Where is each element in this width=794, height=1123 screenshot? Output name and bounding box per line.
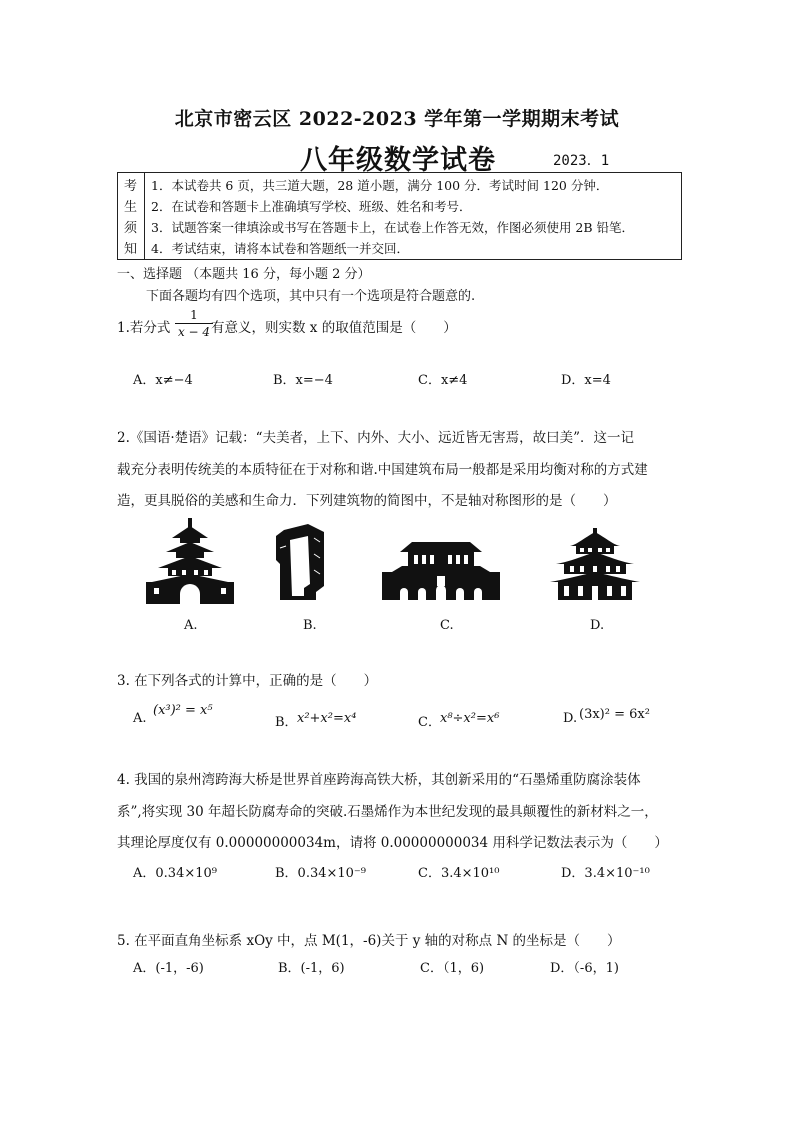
exam-date: 2023．1 [553, 153, 610, 169]
q5-option-d: D．（-6，1) [550, 961, 619, 976]
notice-item: 3．试题答案一律填涂或书写在答题卡上，在试卷上作答无效，作图必须使用 2B 铅笔． [151, 220, 635, 235]
q2-line: 2.《国语·楚语》记载：“夫美者，上下、内外、大小、远近皆无害焉，故曰美”．这一记 [117, 430, 634, 446]
q4-line: 其理论厚度仅有 0.00000000034m，请将 0.00000000034 用科学记数法表示为（ ） [117, 835, 668, 851]
q4-line: 4. 我国的泉州湾跨海大桥是世界首座跨海高铁大桥，其创新采用的“石墨烯重防腐涂装体 [117, 772, 641, 788]
notice-label-char: 须 [124, 221, 138, 236]
exam-title: 北京市密云区 2022-2023 学年第一学期期末考试 [174, 108, 620, 130]
notice-label-char: 考 [124, 179, 138, 194]
q2-line: 载充分表明传统美的本质特征在于对称和谐.中国建筑布局一般都是采用均衡对称的方式建 [117, 462, 648, 478]
q4-option-b: B．0.34×10⁻⁹ [275, 866, 367, 881]
q1-option-d: D．x=4 [561, 373, 611, 388]
q3-option-b-expr: x²+x²=x⁴ [297, 711, 357, 726]
q5-stem: 5. 在平面直角坐标系 xOy 中，点 M(1，-6)关于 y 轴的对称点 N 的坐标是（ ） [117, 933, 621, 949]
q1-fraction [175, 308, 213, 339]
cctv-tower-image [276, 524, 326, 600]
q1-prefix: 1.若分式 [117, 320, 171, 336]
q1-fraction-denominator: x − 4 [177, 325, 211, 339]
q1-suffix: 有意义，则实数 x 的取值范围是（ ） [211, 320, 457, 336]
q3-option-c-label: C． [418, 715, 441, 730]
notice-item: 4．考试结束，请将本试卷和答题纸一并交回． [151, 241, 409, 256]
q3-option-b-label: B． [275, 715, 298, 730]
q5-option-b: B．(-1，6) [278, 961, 345, 976]
temple-of-heaven-image [548, 528, 642, 600]
q4-line: 系”,将实现 30 年超长防腐寿命的突破.石墨烯作为本世纪发现的最具颠覆性的新材料之一， [117, 804, 658, 820]
q3-stem: 3. 在下列各式的计算中，正确的是（ ） [117, 673, 378, 689]
q2-label-a: A. [184, 618, 198, 633]
q1-fraction-numerator: 1 [190, 308, 198, 322]
q4-option-a: A．0.34×10⁹ [133, 866, 217, 881]
tiananmen-image [382, 542, 500, 600]
q1-option-b: B．x=−4 [273, 373, 333, 388]
section-heading: 一、选择题 （本题共 16 分，每小题 2 分） [117, 267, 371, 282]
notice-label-char: 知 [124, 242, 138, 257]
q3-option-a-expr: (x³)² = x⁵ [153, 703, 213, 718]
q5-option-a: A．(-1，-6) [133, 961, 204, 976]
q2-label-d: D. [590, 618, 605, 633]
section-instruction: 下面各题均有四个选项，其中只有一个选项是符合题意的. [146, 289, 476, 304]
q4-option-d: D．3.4×10⁻¹⁰ [561, 866, 650, 881]
q3-option-d-expr: (3x)² = 6x² [579, 707, 650, 722]
q3-option-a-label: A. [133, 711, 147, 726]
q5-option-c: C．（1，6) [420, 961, 485, 976]
notice-label [118, 173, 145, 259]
pagoda-gate-image [142, 518, 238, 604]
q1-option-a: A．x≠−4 [133, 373, 193, 388]
notice-item: 1．本试卷共 6 页，共三道大题，28 道小题，满分 100 分．考试时间 120 分钟． [151, 178, 609, 193]
q3-option-c-expr: x⁸÷x²=x⁶ [440, 711, 500, 726]
q2-label-b: B. [303, 618, 317, 633]
q3-option-d-label: D. [563, 711, 578, 726]
q2-label-c: C. [440, 618, 454, 633]
candidate-notice-box [117, 172, 682, 260]
q4-option-c: C．3.4×10¹⁰ [418, 866, 500, 881]
q2-line: 造，更具脱俗的美感和生命力．下列建筑物的简图中，不是轴对称图形的是（ ） [117, 493, 617, 509]
notice-item: 2．在试卷和答题卡上准确填写学校、班级、姓名和考号． [151, 199, 472, 214]
notice-label-char: 生 [124, 200, 138, 215]
paper-subtitle: 八年级数学试卷 [300, 145, 496, 176]
q1-option-c: C．x≠4 [418, 373, 468, 388]
